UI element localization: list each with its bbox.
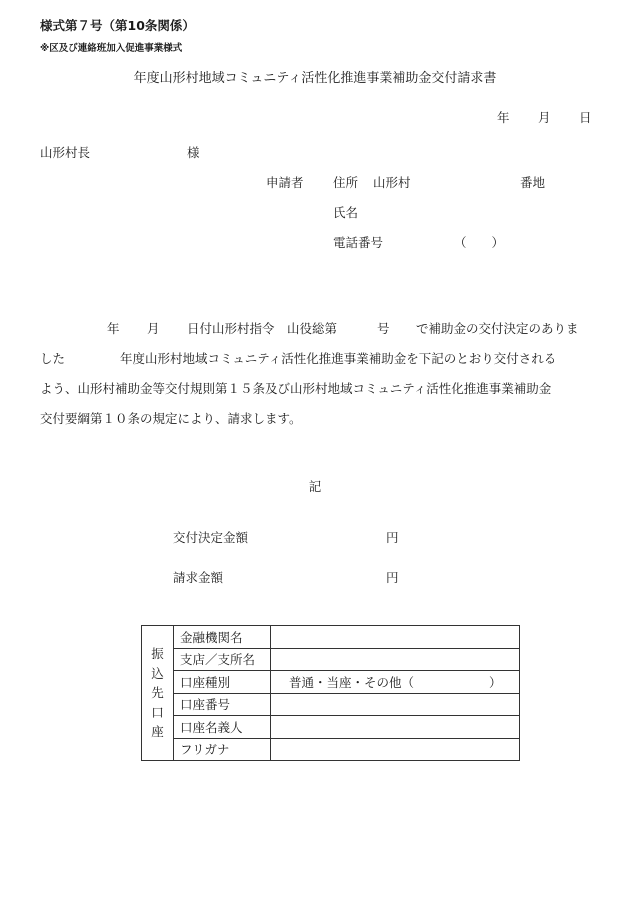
branch-name-label: 支店／支所名 [174, 648, 271, 671]
body-line-3 [40, 374, 592, 404]
group-char: 振 [151, 646, 164, 662]
body-line-1 [40, 314, 592, 344]
body-line2-tail: 年度山形村地域コミュニティ活性化推進事業補助金を下記のとおり交付される [120, 351, 557, 366]
table-row [142, 738, 520, 761]
body-go: 号 [377, 321, 390, 336]
requested-amount-unit: 円 [386, 570, 399, 585]
address-label: 住所 [333, 175, 359, 190]
furigana-value[interactable] [271, 738, 520, 761]
body-year: 年 [107, 321, 120, 336]
group-char: 座 [151, 724, 164, 740]
branch-name-value[interactable] [271, 648, 520, 671]
form-note: ※区及び連絡班加入促進事業様式 [40, 43, 183, 54]
furigana-label: フリガナ [174, 738, 271, 761]
applicant-label: 申請者 [266, 175, 304, 190]
addressee-honorific: 様 [187, 145, 200, 160]
requested-amount-label: 請求金額 [173, 570, 224, 585]
ki-heading: 記 [308, 479, 322, 494]
body-month: 月 [147, 321, 160, 336]
decided-amount-label: 交付決定金額 [173, 530, 249, 545]
body-date-reference: 日付山形村指令 山役総第 [187, 321, 338, 336]
date-year: 年 [497, 110, 510, 125]
body-line4-text: 交付要綱第１０条の規定により、請求します。 [40, 411, 302, 426]
group-char: 先 [151, 685, 164, 701]
bank-name-value[interactable] [271, 626, 520, 649]
request-body [40, 314, 592, 434]
addressee-name: 山形村長 [40, 145, 91, 160]
date-day: 日 [579, 110, 592, 125]
body-line2-head: した [40, 351, 66, 366]
table-row [142, 648, 520, 671]
account-number-value[interactable] [271, 693, 520, 716]
group-char: 口 [151, 704, 164, 720]
body-line3-text: よう、山形村補助金等交付規則第１５条及び山形村地域コミュニティ活性化推進事業補助金 [40, 381, 552, 396]
account-holder-label: 口座名義人 [174, 716, 271, 739]
group-char: 込 [151, 665, 164, 681]
transfer-account-group-label [142, 626, 174, 761]
table-row [142, 693, 520, 716]
table-row [142, 626, 520, 649]
account-number-label: 口座番号 [174, 693, 271, 716]
name-label: 氏名 [333, 205, 359, 220]
date-month: 月 [538, 110, 551, 125]
phone-label: 電話番号 [333, 235, 384, 250]
bank-account-table [141, 625, 520, 761]
body-line1-tail: で補助金の交付決定のありま [416, 321, 579, 336]
address-suffix: 番地 [520, 175, 546, 190]
document-title: 年度山形村地域コミュニティ活性化推進事業補助金交付請求書 [133, 71, 497, 86]
bank-name-label: 金融機関名 [174, 626, 271, 649]
form-number: 様式第７号（第10条関係） [40, 18, 195, 33]
body-line-2 [40, 344, 592, 374]
phone-parentheses: （ ） [454, 235, 505, 250]
account-type-value[interactable]: 普通・当座・その他（ ） [271, 671, 520, 694]
decided-amount-unit: 円 [386, 530, 399, 545]
table-row [142, 716, 520, 739]
account-type-label: 口座種別 [174, 671, 271, 694]
account-holder-value[interactable] [271, 716, 520, 739]
table-row [142, 671, 520, 694]
body-line-4 [40, 404, 592, 434]
address-prefix: 山形村 [373, 175, 411, 190]
